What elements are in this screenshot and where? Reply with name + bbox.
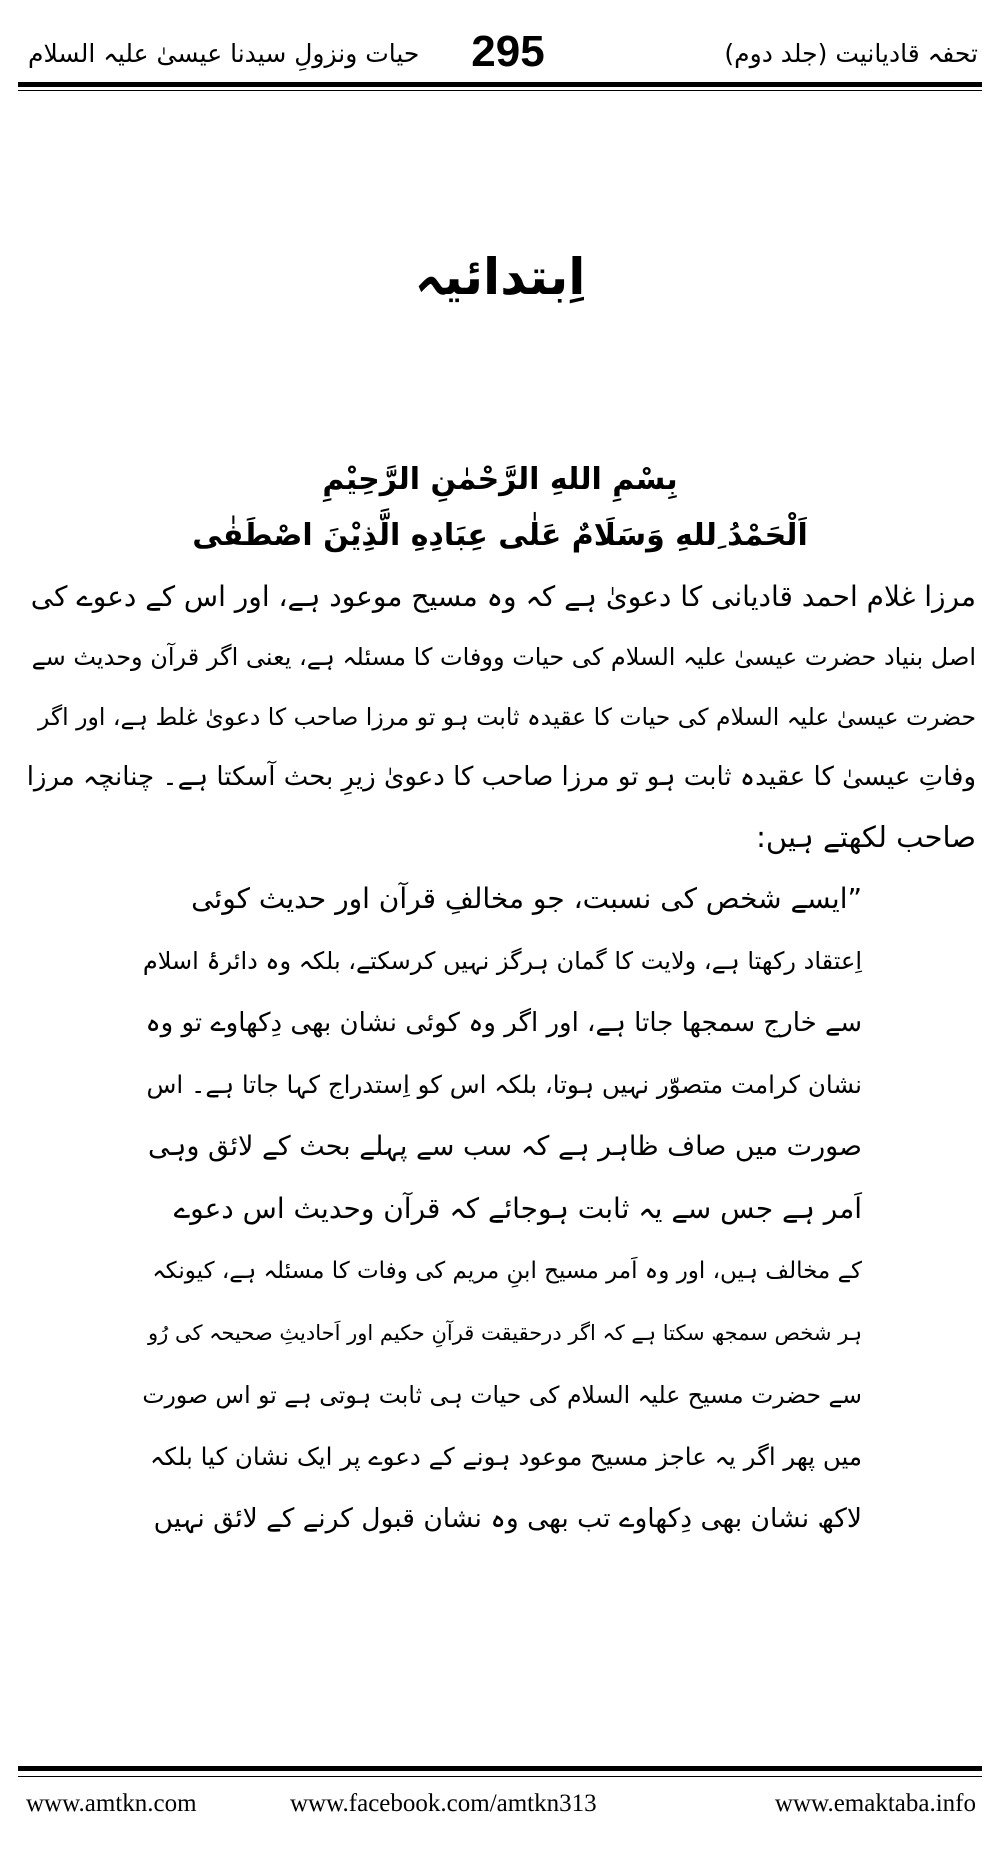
quote-line: صورت میں صاف ظاہر ہے کہ سب سے پہلے بحث کے لائق وہی (148, 1131, 862, 1162)
page-header (0, 0, 1000, 100)
footer-link-facebook[interactable]: www.facebook.com/amtkn313 (290, 1790, 597, 1817)
footer-rule-thin (18, 1776, 982, 1777)
quote-line: میں پھر اگر یہ عاجز مسیح موعود ہونے کے دعوے پر ایک نشان کیا بلکہ (150, 1442, 862, 1471)
intro-line: اصل بنیاد حضرت عیسیٰ علیہ السلام کی حیات ووفات کا مسئلہ ہے، یعنی اگر قرآن وحدیث سے (31, 643, 976, 671)
bismillah: بِسْمِ اللهِ الرَّحْمٰنِ الرَّحِیْمِ (322, 462, 678, 497)
intro-line: مرزا غلام احمد قادیانی کا دعویٰ ہے کہ وہ مسیح موعود ہے، اور اس کے دعوے کی (30, 580, 976, 613)
intro-line: صاحب لکھتے ہیں: (756, 820, 976, 854)
section-title: حیات ونزولِ سیدنا عیسیٰ علیہ السلام (28, 39, 420, 68)
footer-link-emaktaba[interactable]: www.emaktaba.info (774, 1790, 976, 1817)
quote-line: نشان کرامت متصوّر نہیں ہوتا، بلکہ اس کو اِستدراج کہا جاتا ہے۔ اس (146, 1070, 862, 1099)
header-rule-thin (18, 90, 982, 91)
hamd-line: اَلْحَمْدُ ِللهِ وَسَلَامٌ عَلٰی عِبَادِهِ الَّذِیْنَ اصْطَفٰی (192, 518, 808, 553)
chapter-title: اِبتدائیہ (414, 248, 586, 306)
book-title: تحفہ قادیانیت (جلد دوم) (724, 39, 978, 68)
quote-line: ہر شخص سمجھ سکتا ہے کہ اگر درحقیقت قرآنِ حکیم اور اَحادیثِ صحیحہ کی رُو (147, 1321, 862, 1345)
header-rule-thick (18, 82, 982, 87)
quote-line: سے حضرت مسیح علیہ السلام کی حیات ہی ثابت ہوتی ہے تو اس صورت (142, 1381, 862, 1409)
quote-line: سے خارج سمجھا جاتا ہے، اور اگر وہ کوئی نشان بھی دِکھاوے تو وہ (145, 1008, 862, 1038)
page-number: 295 (471, 27, 545, 76)
intro-line: وفاتِ عیسیٰ کا عقیدہ ثابت ہو تو مرزا صاحب کا دعویٰ زیرِ بحث آسکتا ہے۔ چنانچہ مرزا (26, 762, 976, 792)
quote-line: اَمر ہے جس سے یہ ثابت ہوجائے کہ قرآن وحدیث اس دعوے (173, 1192, 862, 1225)
footer-link-amtkn[interactable]: www.amtkn.com (26, 1790, 197, 1817)
quote-line: اِعتقاد رکھتا ہے، ولایت کا گمان ہرگز نہیں کرسکتے، بلکہ وہ دائرۂ اسلام (142, 947, 862, 975)
quote-line: کے مخالف ہیں، اور وہ اَمر مسیح ابنِ مریم کی وفات کا مسئلہ ہے، کیونکہ (152, 1258, 862, 1284)
footer-rule-thick (18, 1766, 982, 1771)
page-footer (0, 1790, 1000, 1830)
quote-line: ”ایسے شخص کی نسبت، جو مخالفِ قرآن اور حدیث کوئی (191, 882, 862, 915)
quote-line: لاکھ نشان بھی دِکھاوے تب بھی وہ نشان قبول کرنے کے لائق نہیں (153, 1503, 862, 1534)
intro-line: حضرت عیسیٰ علیہ السلام کی حیات کا عقیدہ ثابت ہو تو مرزا صاحب کا دعویٰ غلط ہے، اور اگر (38, 703, 976, 731)
